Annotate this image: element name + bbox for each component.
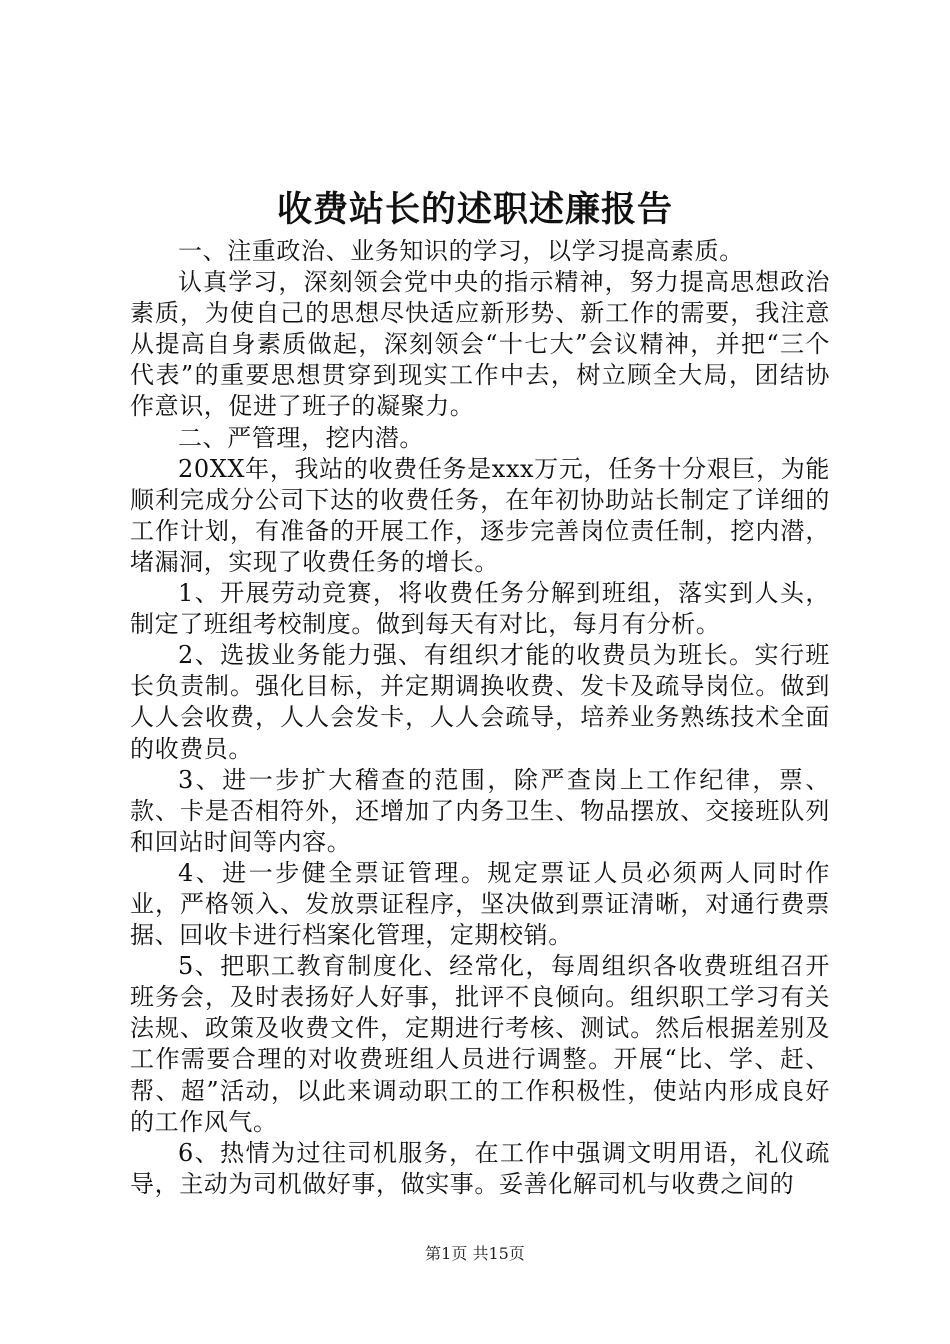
list-item-6: 6、热情为过往司机服务，在工作中强调文明用语，礼仪疏导，主动为司机做好事，做实事。妥善化解司机与收费之间的 (130, 1138, 830, 1198)
section-heading-2: 二、严管理，挖内潜。 (178, 423, 424, 452)
paragraph-study: 认真学习，深刻领会党中央的指示精神，努力提高思想政治素质，为使自己的思想尽快适应新形势、新工作的需要，我注意从提高自身素质做起，深刻领会“十七大”会议精神，并把“三个代表”的重要思想贯穿到现实工作中去，树立顾全大局，团结协作意识，促进了班子的凝聚力。 (130, 268, 830, 421)
page-footer: 第1页 共15页 (425, 1244, 525, 1263)
list-item-4: 4、进一步健全票证管理。规定票证人员必须两人同时作业，严格领入、发放票证程序，坚决做到票证清晰，对通行费票据、回收卡进行档案化管理，定期校销。 (130, 858, 830, 950)
list-item-2: 2、选拔业务能力强、有组织才能的收费员为班长。实行班长负责制。强化目标，并定期调换收费、发卡及疏导岗位。做到人人会收费，人人会发卡，人人会疏导，培养业务熟练技术全面的收费员。 (130, 641, 830, 763)
list-item-1: 1、开展劳动竞赛，将收费任务分解到班组，落实到人头，制定了班组考校制度。做到每天有对比，每月有分析。 (130, 579, 830, 639)
paragraph-task: 20XX年，我站的收费任务是xxx万元，任务十分艰巨，为能顺利完成分公司下达的收费任务，在年初协助站长制定了详细的工作计划，有准备的开展工作，逐步完善岗位责任制，挖内潜，堵漏洞，实现了收费任务的增长。 (130, 454, 830, 576)
list-item-3: 3、进一步扩大稽查的范围，除严查岗上工作纪律，票、款、卡是否相符外，还增加了内务卫生、物品摆放、交接班队列和回站时间等内容。 (130, 765, 830, 856)
list-item-5: 5、把职工教育制度化、经常化，每周组织各收费班组召开班务会，及时表扬好人好事，批评不良倾向。组织职工学习有关法规、政策及收费文件，定期进行考核、测试。然后根据差别及工作需要合理的对收费班组人员进行调整。开展“比、学、赶、帮、超”活动，以此来调动职工的工作积极性，使站内形成良好的工作风气。 (130, 952, 830, 1136)
document-title: 收费站长的述职述廉报告 (276, 189, 673, 230)
section-heading-1: 一、注重政治、业务知识的学习，以学习提高素质。 (178, 237, 744, 265)
document-body (130, 236, 830, 1200)
